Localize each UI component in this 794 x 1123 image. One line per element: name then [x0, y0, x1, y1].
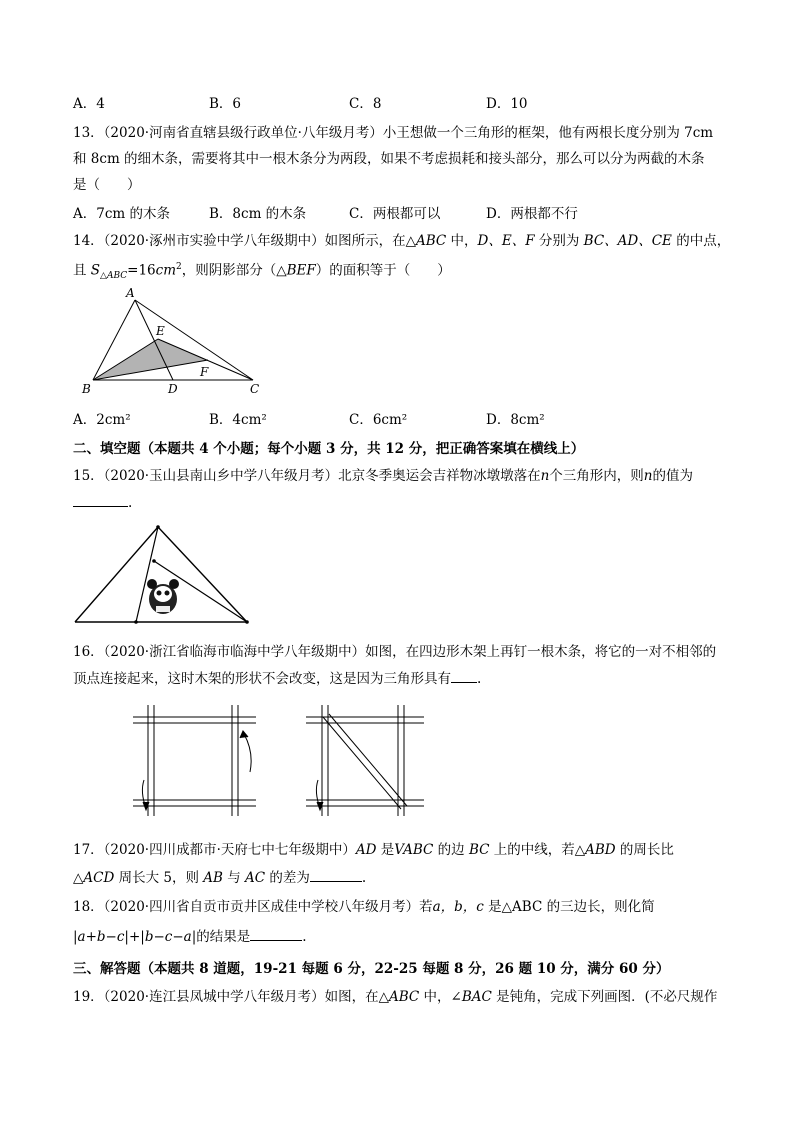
- q14-option-a: A．2cm²: [73, 412, 131, 428]
- q14-label-b: B: [82, 382, 91, 396]
- q12-option-d: D．10: [486, 96, 528, 112]
- q18-line-1: 18．（2020·四川省自贡市贡井区成佳中学校八年级月考）若a，b，c 是△ABC 的三边长，则化简: [73, 899, 655, 915]
- q12-option-a: A．4: [73, 96, 105, 112]
- q17-line-2: △ACD 周长大 5，则 AB 与 AC 的差为 .: [73, 870, 367, 886]
- q16-line-1: 16．（2020·浙江省临海市临海中学八年级期中）如图，在四边形木架上再钉一根木条，将它的一对不相邻的: [73, 644, 717, 660]
- q14-label-e: E: [156, 324, 165, 338]
- q19-line-1: 19．（2020·连江县凤城中学八年级月考）如图，在△ABC 中，∠BAC 是钝角，完成下列画图．(不必尺规作: [73, 989, 718, 1005]
- q14-option-c: C．6cm²: [349, 412, 408, 428]
- panda-mascot-icon: [147, 579, 179, 614]
- q14-option-b: B．4cm²: [209, 412, 267, 428]
- q13-option-c: C．两根都可以: [349, 206, 441, 222]
- q12-option-c: C．8: [349, 96, 382, 112]
- q14-line-2: 且 $S_{\triangle ABC}=16cm^2$，则阴影部分（△BEF）的面积等于（ ）: [73, 262, 451, 282]
- q15-answer-blank[interactable]: [73, 494, 128, 507]
- section-2-title: 二、填空题（本题共 4 个小题；每个小题 3 分，共 12 分，把正确答案填在横线上）: [73, 441, 585, 457]
- q16-frame-figures: [128, 702, 428, 820]
- q13-line-2: 和 8cm 的细木条，需要将其中一根木条分为两段，如果不考虑损耗和接头部分，那么可以分为两截的木条: [73, 151, 705, 167]
- q14-label-c: C: [250, 382, 260, 396]
- q15-triangles-figure: [70, 522, 255, 630]
- q13-line-3: 是（ ）: [73, 177, 141, 193]
- q15-line-1: 15．（2020·玉山县南山乡中学八年级月考）北京冬季奥运会吉祥物冰墩墩落在n个三角形内，则n的值为: [73, 468, 693, 484]
- q13-line-1: 13．（2020·河南省直辖县级行政单位·八年级月考）小王想做一个三角形的框架，他有两根长度分别为 7cm: [73, 125, 714, 141]
- q14-line-1: 14．（2020·涿州市实验中学八年级期中）如图所示，在△ABC 中，D、E、F 分别为 BC、AD、CE 的中点，: [73, 233, 731, 249]
- q18-line-2: |a+b−c|+|b−c−a|的结果是 .: [73, 929, 307, 945]
- q17-line-1: 17．（2020·四川成都市·天府七中七年级期中）AD 是VABC 的边 BC 上的中线，若△ABD 的周长比: [73, 842, 674, 858]
- frame-right: [306, 705, 424, 816]
- q16-line-2: 顶点连接起来，这时木架的形状不会改变，这是因为三角形具有 .: [73, 671, 482, 687]
- q16-answer-blank[interactable]: [451, 670, 477, 683]
- q13-option-a: A．7cm 的木条: [73, 206, 170, 222]
- q13-option-d: D．两根都不行: [486, 206, 578, 222]
- q15-line-2: .: [73, 494, 132, 512]
- q12-option-b: B．6: [209, 96, 242, 112]
- q18-answer-blank[interactable]: [250, 928, 302, 941]
- q14-label-d: D: [168, 382, 178, 396]
- section-3-title: 三、解答题（本题共 8 道题，19-21 每题 6 分，22-25 每题 8 分，26 题 10 分，满分 60 分）: [73, 961, 670, 977]
- frame-left: [133, 705, 256, 816]
- q14-shaded-triangle: [93, 339, 208, 380]
- q14-triangle-figure: [78, 284, 268, 396]
- q14-option-d: D．8cm²: [486, 412, 545, 428]
- q17-answer-blank[interactable]: [310, 869, 362, 882]
- q13-option-b: B．8cm 的木条: [209, 206, 307, 222]
- q14-label-a: A: [126, 286, 135, 300]
- q14-label-f: F: [200, 365, 209, 379]
